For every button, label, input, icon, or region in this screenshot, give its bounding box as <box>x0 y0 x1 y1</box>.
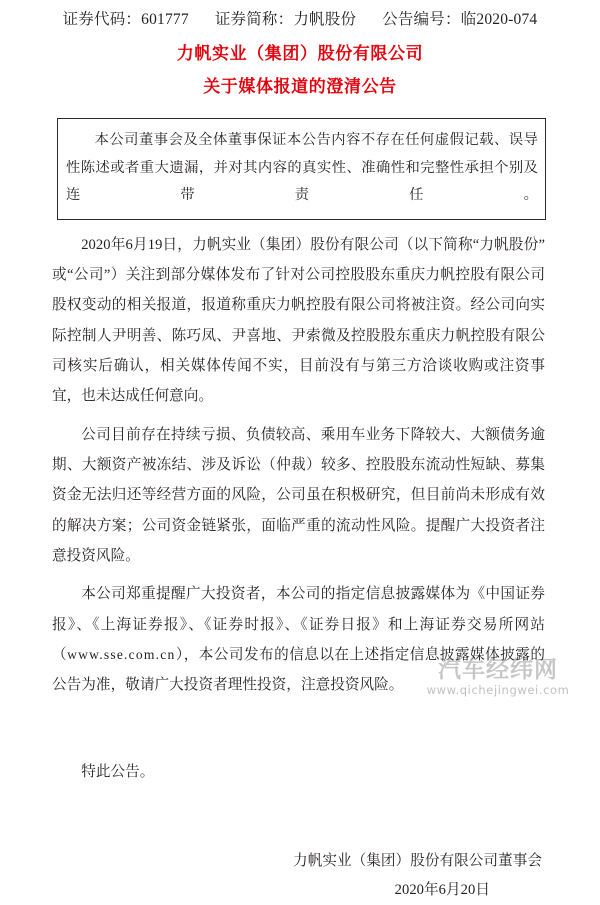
sse-website-url: www.sse.com.cn <box>67 647 176 663</box>
stock-code-value: 601777 <box>141 11 189 28</box>
watermark-url: www.qichejingwei.com <box>426 683 570 697</box>
stock-code-label: 证券代码： <box>62 11 142 28</box>
paragraph-disclosure-media <box>52 579 545 700</box>
watermark-brand: 汽车经纬网 <box>438 656 558 683</box>
announcement-number-value: 临2020-074 <box>460 11 538 28</box>
document-header <box>0 0 600 30</box>
stock-abbr-field <box>215 11 356 30</box>
signature-issuer: 力帆实业（集团）股份有限公司董事会 <box>293 853 542 870</box>
paragraph-clarification: 2020年6月19日，力帆实业（集团）股份有限公司（以下简称“力帆股份”或“公司”）关注到部分媒体发布了针对公司控股股东重庆力帆控股有限公司股权变动的相关报道，报道称重庆力帆控股有限公司将被注资。经公司向实际控制人尹明善、陈巧凤、尹喜地、尹索微及控股股东重庆力帆控股有限公司核实后确认，相关媒体传闻不实，目前没有与第三方洽谈收购或注资事宜，也未达成任何意向。 <box>52 236 545 405</box>
stock-abbr-value: 力帆股份 <box>293 11 357 28</box>
disclosure-media-text-before: 本公司郑重提醒广大投资者，本公司的指定信息披露媒体为《中国证券报》、《上海证券报》、《证券时报》、《证券日报》和上海证券交易所网站（ <box>52 586 545 664</box>
board-disclaimer-text: 本公司董事会及全体董事保证本公告内容不存在任何虚假记载、误导性陈述或者重大遗漏，并对其内容的真实性、准确性和完整性承担个别及连带责任。 <box>66 132 538 204</box>
title-block <box>0 41 600 101</box>
announcement-number-label: 公告编号： <box>382 11 461 28</box>
signature-block <box>0 847 600 905</box>
announcement-number-field <box>382 11 537 30</box>
page-title-company: 力帆实业（集团）股份有限公司 <box>176 43 424 64</box>
stock-abbr-label: 证券简称： <box>214 11 294 28</box>
signature-date: 2020年6月20日 <box>394 882 490 899</box>
stock-code-field <box>63 11 189 30</box>
board-disclaimer-box <box>57 118 546 219</box>
body-content <box>52 230 545 788</box>
page-title-subject: 关于媒体报道的澄清公告 <box>203 76 397 97</box>
paragraph-closing: 特此公告。 <box>81 763 155 780</box>
paragraph-risk-warning: 公司目前存在持续亏损、负债较高、乘用车业务下降较大、大额债务逾期、大额资产被冻结、涉及诉讼（仲裁）较多、控股股东流动性短缺、募集资金无法归还等经营方面的风险，公司虽在积极研究，但目前尚未形成有效的解决方案；公司资金链紧张，面临严重的流动性风险。提醒广大投资者注意投资风险。 <box>52 426 545 565</box>
disclosure-media-text-after: ），本公司发布的信息以在上述指定信息披露媒体披露的公告为准，敬请广大投资者理性投资，注意投资风险。 <box>52 647 545 694</box>
